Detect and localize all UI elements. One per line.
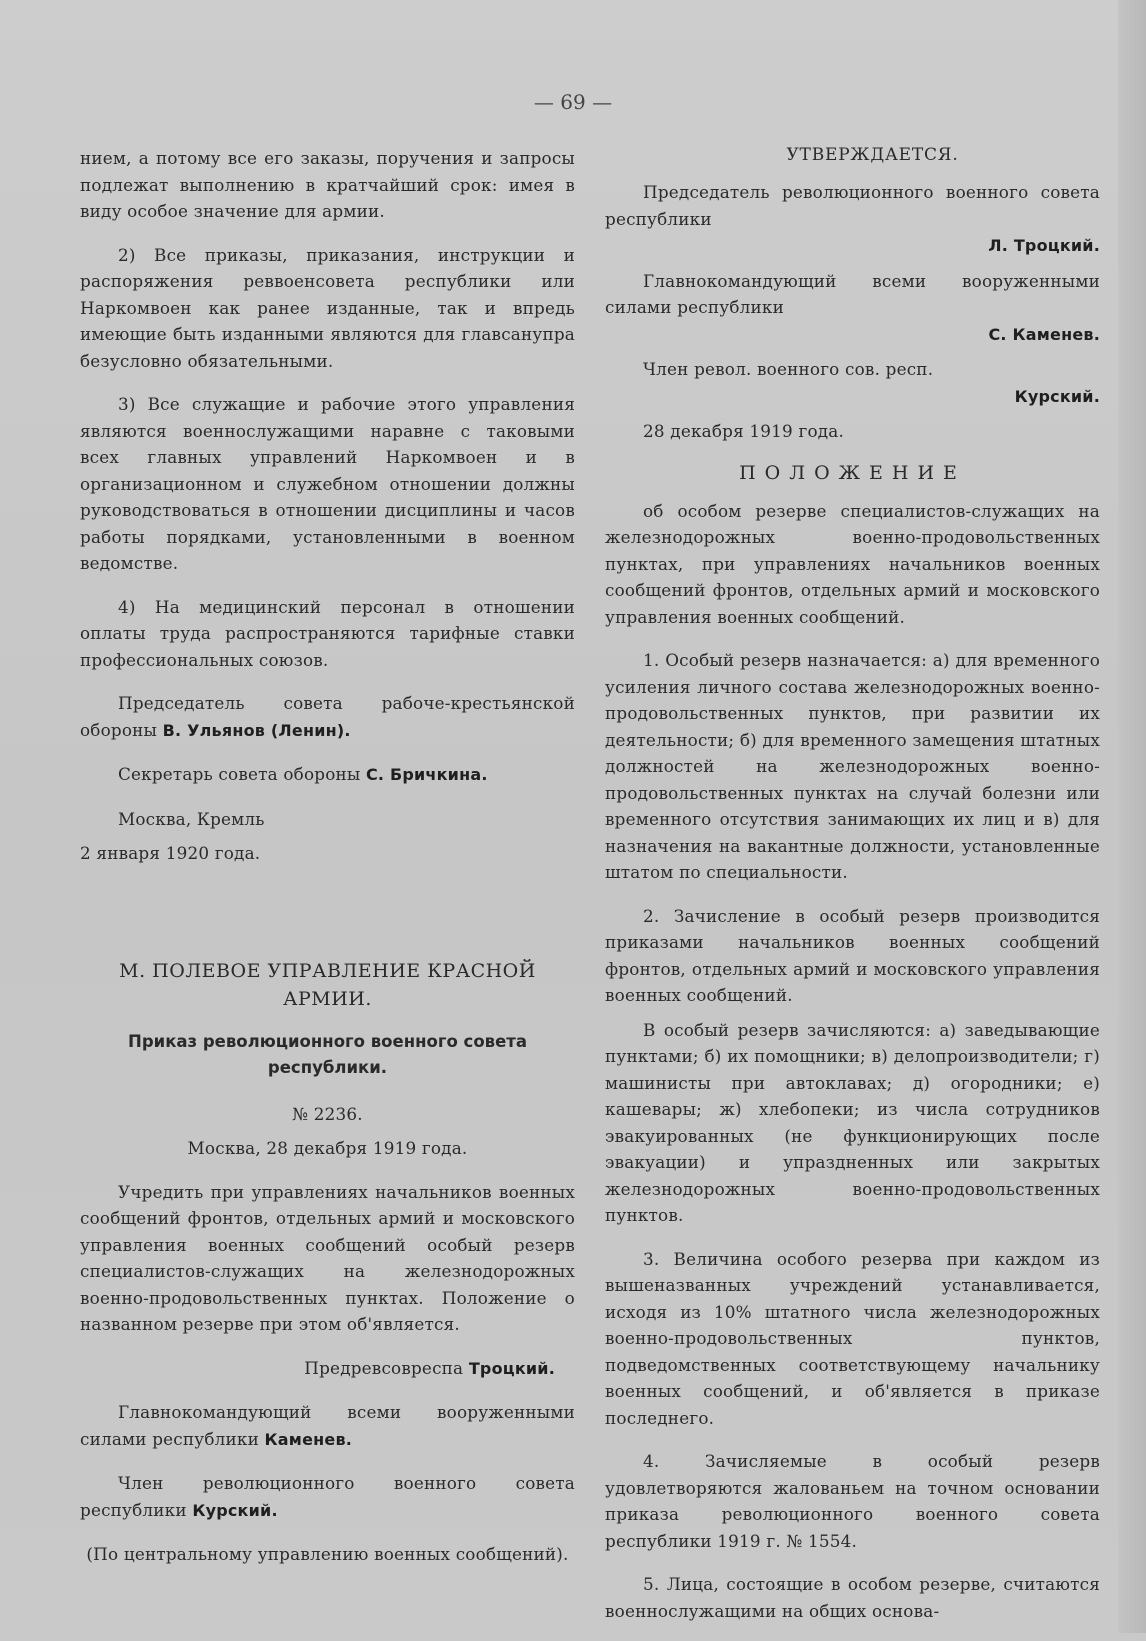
order-signature-3-title: Член революционного военного совета республики <box>80 1473 575 1520</box>
left-column <box>80 145 575 1585</box>
order-signature-2-name: Каменев. <box>264 1429 353 1449</box>
date: 2 января 1920 года. <box>80 843 261 863</box>
polozhenie-heading: ПОЛОЖЕНИЕ <box>739 461 966 484</box>
page-number: — 69 — <box>533 90 613 114</box>
order-number: № 2236. <box>292 1103 363 1124</box>
right-column <box>605 145 1100 1641</box>
polozhenie-subtitle: об особом резерве специалистов-служащих на железнодорожных военно-продовольственных пунктах, при управлениях начальников военных сообщений фронтов, отдельных армий и московского управления военных сообщений. <box>605 500 1100 627</box>
right-paragraph-2: 2. Зачисление в особый резерв производится приказами начальников военных сообщений фронтов, отдельных армий и московского управления военных сообщений. <box>605 905 1100 1005</box>
left-paragraph-2: 2) Все приказы, приказания, инструкции и распоряжения реввоенсовета республики или Наркомвоен как ранее изданные, так и впредь имеющие быть изданными являются для главсанупра безусловно обязательными. <box>80 244 575 371</box>
left-paragraph-1: нием, а потому все его заказы, поручения и запросы подлежат выполнению в кратчайший срок: имея в виду особое значение для армии. <box>80 148 575 221</box>
approved-heading: УТВЕРЖДАЕТСЯ. <box>786 145 959 165</box>
order-place-date: Москва, 28 декабря 1919 года. <box>187 1138 468 1158</box>
order-text: Учредить при управлениях начальников военных сообщений фронтов, отдельных армий и московского управления военных сообщений особый резерв специалистов-служащих на железнодорожных военно-продовольственных пунктах. Положение о названном резерве при этом об'является. <box>80 1181 575 1334</box>
order-signature-1 <box>80 1355 555 1383</box>
signature-chairman-name: В. Ульянов (Ленин). <box>162 720 351 740</box>
section-heading: M. ПОЛЕВОЕ УПРАВЛЕНИЕ КРАСНОЙ АРМИИ. <box>119 959 536 1010</box>
approval-2-name-wrap <box>605 321 1100 349</box>
signature-secretary <box>80 761 575 789</box>
place: Москва, Кремль <box>118 808 265 829</box>
order-signature-3 <box>80 1470 575 1524</box>
order-signature-2-title: Главнокомандующий всеми вооруженными силами республики <box>80 1402 575 1449</box>
signature-secretary-title: Секретарь совета обороны <box>118 764 361 784</box>
order-signature-1-title: Предревсовреспа <box>304 1357 464 1378</box>
signature-chairman <box>80 690 575 744</box>
right-paragraph-3: 3. Величина особого резерва при каждом из вышеназванных учреждений устанавливается, исходя из 10% штатного числа железнодорожных военно-продовольственных пунктов, подведомственных соответствующему начальнику военных сообщений, и об'является в приказе последнего. <box>605 1248 1100 1428</box>
order-signature-3-name: Курский. <box>192 1500 278 1520</box>
approval-2-name: С. Каменев. <box>988 324 1100 344</box>
right-paragraph-5: 5. Лица, состоящие в особом резерве, считаются военнослужащими на общих основа- <box>605 1574 1100 1621</box>
approval-3-name: Курский. <box>1014 386 1100 406</box>
approval-1-name-wrap <box>605 232 1100 260</box>
order-title: Приказ революционного военного совета республики. <box>128 1031 527 1077</box>
approval-3-name-wrap <box>605 383 1100 411</box>
page-edge-shadow <box>1118 0 1146 1633</box>
approval-date: 28 декабря 1919 года. <box>643 421 845 441</box>
order-signature-2 <box>80 1399 575 1453</box>
approval-2-title: Главнокомандующий всеми вооруженными силами республики <box>605 270 1100 317</box>
footnote: (По центральному управлению военных сообщений). <box>86 1544 569 1564</box>
left-paragraph-4: 4) На медицинский персонал в отношении оплаты труда распространяются тарифные ставки профессиональных союзов. <box>80 596 575 670</box>
order-signature-1-name: Троцкий. <box>468 1358 555 1378</box>
approval-3-title: Член револ. военного сов. респ. <box>643 359 934 379</box>
approval-1-name: Л. Троцкий. <box>988 236 1100 255</box>
right-paragraph-4: 4. Зачисляемые в особый резерв удовлетворяются жалованьем на точном основании приказа революционного военного совета республики 1919 г. № 1554. <box>605 1451 1100 1551</box>
right-paragraph-2b: В особый резерв зачисляются: а) заведывающие пунктами; б) их помощники; в) делопроизводители; г) машинисты при автоклавах; д) огородники; е) кашевары; ж) хлебопеки; из числа сотрудников эвакуированных (не функционирующих после эвакуации) и упраздненных или закрытых железнодорожных военно-продовольственных пунктов. <box>605 1019 1100 1225</box>
right-paragraph-1: 1. Особый резерв назначается: а) для временного усиления личного состава железнодорожных военно-продовольственных пунктов, при развитии их деятельности; б) для временного замещения штатных должностей на железнодорожных военно-продовольственных пунктах на случай болезни или временного отсутствия занимающих их лиц и в) для назначения на вакантные должности, установленные штатом по специальности. <box>605 650 1100 882</box>
approval-1-title: Председатель революционного военного совета республики <box>605 182 1100 229</box>
signature-chairman-title: Председатель совета рабоче-крестьянской обороны <box>80 693 575 740</box>
signature-secretary-name: С. Бричкина. <box>365 765 488 784</box>
left-paragraph-3: 3) Все служащие и рабочие этого управления являются военнослужащими наравне с таковыми всех главных управлений Наркомвоен и в организационном и служебном отношении должны руководствоваться в отношении дисциплины и часов работы порядками, установленными в военном ведомстве. <box>80 394 575 573</box>
